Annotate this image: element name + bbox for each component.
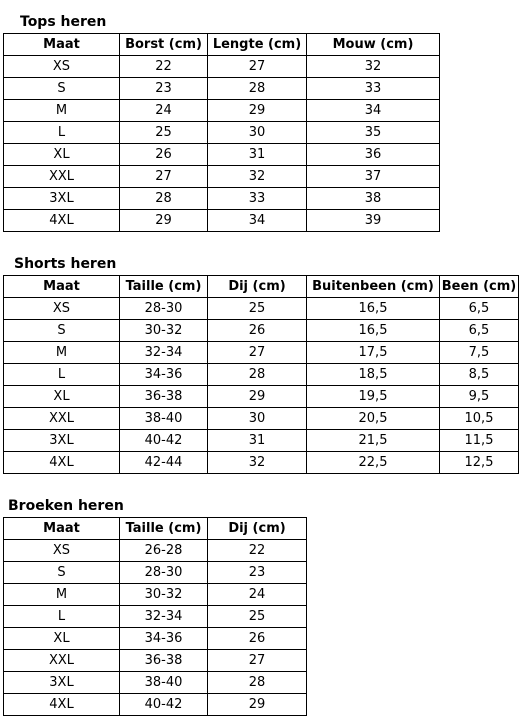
table-cell: 28 (208, 78, 307, 100)
table-cell: 32-34 (120, 342, 208, 364)
table-cell: 16,5 (307, 320, 440, 342)
table-cell: 31 (208, 144, 307, 166)
column-header: Dij (cm) (208, 518, 307, 540)
table-cell: 29 (208, 386, 307, 408)
table-cell: 4XL (4, 452, 120, 474)
table-cell: XS (4, 56, 120, 78)
table-cell: M (4, 100, 120, 122)
column-header: Maat (4, 276, 120, 298)
table-cell: XXL (4, 408, 120, 430)
table-row (4, 672, 307, 694)
table-cell: 27 (208, 342, 307, 364)
table-cell: 4XL (4, 694, 120, 716)
table-cell: 42-44 (120, 452, 208, 474)
table-cell: 30 (208, 408, 307, 430)
table-row (4, 628, 307, 650)
table-row (4, 56, 440, 78)
table-cell: 29 (208, 100, 307, 122)
column-header: Mouw (cm) (307, 34, 440, 56)
table-row (4, 606, 307, 628)
table-cell: 26 (208, 320, 307, 342)
table-row (4, 562, 307, 584)
table-row (4, 122, 440, 144)
column-header: Maat (4, 34, 120, 56)
table-cell: 23 (208, 562, 307, 584)
table-cell: 23 (120, 78, 208, 100)
table-row (4, 584, 307, 606)
column-header: Taille (cm) (120, 276, 208, 298)
table-row (4, 540, 307, 562)
table-cell: 22 (208, 540, 307, 562)
table-cell: 7,5 (440, 342, 519, 364)
table-row (4, 144, 440, 166)
table-cell: 30-32 (120, 320, 208, 342)
table-cell: 11,5 (440, 430, 519, 452)
table-row (4, 188, 440, 210)
table-row (4, 694, 307, 716)
table-cell: 27 (120, 166, 208, 188)
table-cell: 8,5 (440, 364, 519, 386)
table-cell: 17,5 (307, 342, 440, 364)
table-cell: XL (4, 144, 120, 166)
table-cell: 27 (208, 56, 307, 78)
table-cell: 4XL (4, 210, 120, 232)
table-cell: 20,5 (307, 408, 440, 430)
table-cell: 32 (307, 56, 440, 78)
table-cell: 19,5 (307, 386, 440, 408)
column-header: Lengte (cm) (208, 34, 307, 56)
table-cell: 30 (208, 122, 307, 144)
table-header-row (4, 518, 307, 540)
table-row (4, 342, 519, 364)
table-cell: 33 (208, 188, 307, 210)
table-row (4, 386, 519, 408)
broeken-title: Broeken heren (8, 498, 124, 514)
table-cell: 32 (208, 452, 307, 474)
table-cell: 3XL (4, 430, 120, 452)
column-header: Borst (cm) (120, 34, 208, 56)
table-cell: 28-30 (120, 298, 208, 320)
table-cell: 31 (208, 430, 307, 452)
table-cell: 24 (120, 100, 208, 122)
shorts-title: Shorts heren (14, 256, 117, 272)
table-cell: L (4, 606, 120, 628)
table-cell: 6,5 (440, 298, 519, 320)
tops-title: Tops heren (20, 14, 107, 30)
table-cell: 40-42 (120, 694, 208, 716)
broeken-size-table (3, 517, 307, 716)
table-cell: 10,5 (440, 408, 519, 430)
table-cell: XL (4, 386, 120, 408)
table-cell: 3XL (4, 188, 120, 210)
table-cell: 32 (208, 166, 307, 188)
table-cell: 30-32 (120, 584, 208, 606)
table-cell: 28 (208, 672, 307, 694)
table-cell: 24 (208, 584, 307, 606)
table-cell: 22,5 (307, 452, 440, 474)
table-cell: XS (4, 298, 120, 320)
table-row (4, 298, 519, 320)
table-cell: 39 (307, 210, 440, 232)
table-cell: 34-36 (120, 364, 208, 386)
table-cell: 34 (307, 100, 440, 122)
table-cell: 27 (208, 650, 307, 672)
table-cell: 38-40 (120, 408, 208, 430)
table-cell: XXL (4, 650, 120, 672)
table-cell: 29 (120, 210, 208, 232)
table-header-row (4, 276, 519, 298)
table-cell: 38-40 (120, 672, 208, 694)
table-cell: 29 (208, 694, 307, 716)
table-row (4, 100, 440, 122)
tops-size-table (3, 33, 440, 232)
table-cell: M (4, 342, 120, 364)
table-cell: S (4, 562, 120, 584)
table-cell: 36-38 (120, 386, 208, 408)
table-row (4, 650, 307, 672)
table-cell: 22 (120, 56, 208, 78)
table-cell: 28-30 (120, 562, 208, 584)
table-cell: M (4, 584, 120, 606)
table-cell: 25 (120, 122, 208, 144)
column-header: Buitenbeen (cm) (307, 276, 440, 298)
table-cell: 32-34 (120, 606, 208, 628)
table-cell: 3XL (4, 672, 120, 694)
table-cell: S (4, 320, 120, 342)
table-row (4, 320, 519, 342)
table-cell: 40-42 (120, 430, 208, 452)
table-cell: 34-36 (120, 628, 208, 650)
table-cell: XS (4, 540, 120, 562)
table-row (4, 166, 440, 188)
table-cell: 16,5 (307, 298, 440, 320)
table-cell: 38 (307, 188, 440, 210)
table-cell: XL (4, 628, 120, 650)
table-cell: 36 (307, 144, 440, 166)
table-cell: 35 (307, 122, 440, 144)
table-cell: 12,5 (440, 452, 519, 474)
table-cell: 21,5 (307, 430, 440, 452)
column-header: Been (cm) (440, 276, 519, 298)
table-cell: 36-38 (120, 650, 208, 672)
table-cell: 28 (120, 188, 208, 210)
table-header-row (4, 34, 440, 56)
table-cell: L (4, 122, 120, 144)
table-row (4, 210, 440, 232)
table-cell: 9,5 (440, 386, 519, 408)
shorts-size-table (3, 275, 519, 474)
table-row (4, 452, 519, 474)
table-cell: 28 (208, 364, 307, 386)
column-header: Taille (cm) (120, 518, 208, 540)
table-cell: 18,5 (307, 364, 440, 386)
table-cell: XXL (4, 166, 120, 188)
column-header: Dij (cm) (208, 276, 307, 298)
table-cell: L (4, 364, 120, 386)
table-cell: S (4, 78, 120, 100)
table-cell: 25 (208, 298, 307, 320)
table-cell: 6,5 (440, 320, 519, 342)
table-cell: 26 (208, 628, 307, 650)
table-cell: 26-28 (120, 540, 208, 562)
table-cell: 26 (120, 144, 208, 166)
table-row (4, 430, 519, 452)
table-row (4, 408, 519, 430)
column-header: Maat (4, 518, 120, 540)
table-cell: 34 (208, 210, 307, 232)
table-cell: 33 (307, 78, 440, 100)
table-row (4, 364, 519, 386)
table-cell: 25 (208, 606, 307, 628)
table-cell: 37 (307, 166, 440, 188)
table-row (4, 78, 440, 100)
